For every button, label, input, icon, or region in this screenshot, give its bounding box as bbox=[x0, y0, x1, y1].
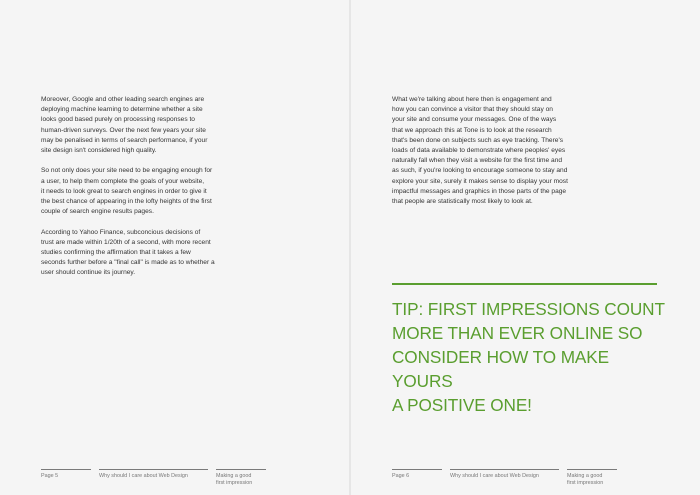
page-left bbox=[0, 0, 349, 495]
left-footer-section: Why should I care about Web Design bbox=[99, 473, 188, 479]
right-paragraph-1: What we're talking about here then is engagement and how you can convince a visitor that they should stay on your site and consume your messages. One of the ways that we approach this at Tone is to look at the research that's been done on subjects such as eye tracking. There's loads of data available to demonstrate where peoples' eyes naturally fall when they visit a website for the first time and as such, if you're looking to encourage someone to stay and explore your site, surely it makes sense to display your most impactful messages and graphics in those parts of the page that people are statistically most likely to look at. bbox=[392, 96, 568, 206]
footer-rule bbox=[450, 469, 559, 470]
footer-rule bbox=[392, 469, 442, 470]
footer-rule bbox=[99, 469, 208, 470]
left-paragraph-1: Moreover, Google and other leading search engines are deploying machine learning to determine whether a site looks good based purely on processing responses to human-driven surveys. Over the next few years your site may be penalised in terms of search performance, if your site design isn't considered high quality. bbox=[41, 96, 208, 155]
right-footer-page-cell bbox=[392, 469, 442, 480]
footer-rule bbox=[41, 469, 91, 470]
tip-callout: TIP: FIRST IMPRESSIONS COUNT MORE THAN EVER ONLINE SO CONSIDER HOW TO MAKE YOURS A POSITIVE ONE! bbox=[392, 299, 665, 415]
right-footer-section: Why should I care about Web Design bbox=[450, 473, 539, 479]
right-page-number: Page 6 bbox=[392, 473, 410, 479]
left-paragraph-2: So not only does your site need to be engaging enough for a user, to help them complete the goals of your website, it needs to look great to search engines in order to give it the best chance of appearing in the lofty heights of the first couple of search engine results pages. bbox=[41, 167, 213, 216]
page-right bbox=[351, 0, 700, 495]
right-body-text bbox=[392, 95, 570, 217]
left-footer-page-cell bbox=[41, 469, 91, 480]
right-footer-chapter-cell bbox=[567, 469, 617, 487]
left-footer-chapter-cell bbox=[216, 469, 266, 487]
footer-rule bbox=[216, 469, 266, 470]
left-paragraph-3: According to Yahoo Finance, subconcious decisions of trust are made within 1/20th of a second, with more recent studies confirming the affirmation that it takes a few seconds further before a "final call" is made as to whether a user should continue its journey. bbox=[41, 228, 215, 277]
left-footer-section-cell bbox=[99, 469, 208, 480]
right-footer bbox=[392, 469, 622, 489]
right-footer-section-cell bbox=[450, 469, 559, 480]
left-footer bbox=[41, 469, 271, 489]
left-page-number: Page 5 bbox=[41, 473, 59, 479]
left-body-text bbox=[41, 95, 233, 289]
tip-divider bbox=[392, 283, 657, 285]
footer-rule bbox=[567, 469, 617, 470]
right-footer-chapter: Making a good first impression bbox=[567, 473, 604, 486]
left-footer-chapter: Making a good first impression bbox=[216, 473, 253, 486]
